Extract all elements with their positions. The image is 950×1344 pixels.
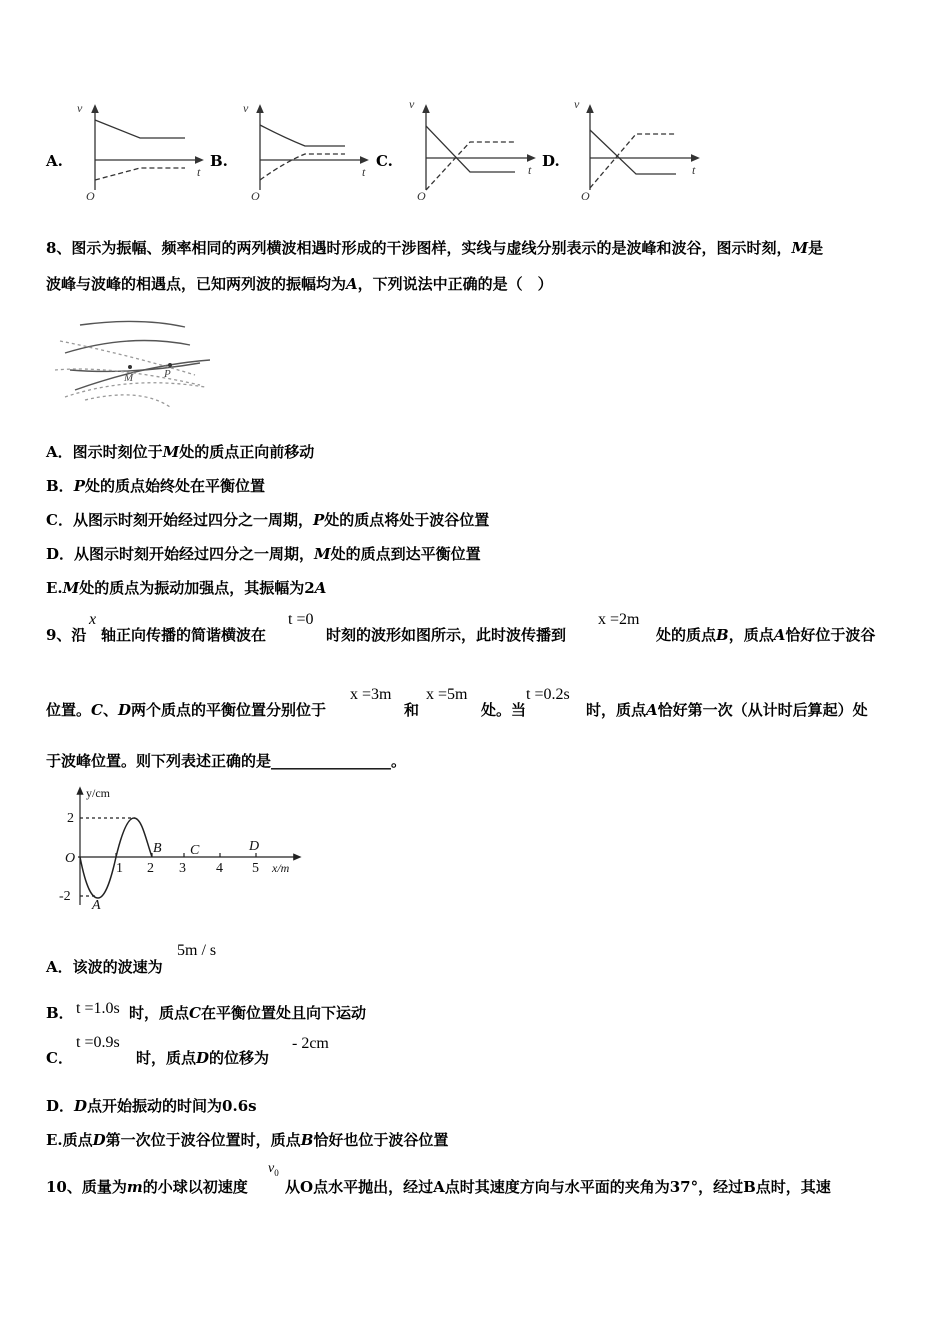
vt-option-label-c: C. <box>376 152 393 170</box>
vt-b-solid-line <box>260 125 345 146</box>
q8-option-e <box>46 577 326 598</box>
q9-point-d-label: D <box>249 839 260 854</box>
q8-option-text: 处的质点将处于波谷位置 <box>324 511 490 529</box>
q8-point-p <box>168 363 172 367</box>
q9-waveform <box>80 818 152 898</box>
q9-text: 轴正向传播的简谐横波在 <box>101 626 267 644</box>
vt-c-origin: O <box>417 189 426 203</box>
q8-crest-line <box>65 341 190 354</box>
q9-x-tick-label-5: 5 <box>252 861 259 876</box>
q8-option-var: P <box>312 511 325 529</box>
q8-option-text: E. <box>46 579 63 597</box>
vt-graphs-figure <box>0 0 950 215</box>
q9-text: 处。当 <box>481 701 527 719</box>
q8-text: ，下列说法中正确的是（ ） <box>357 275 553 293</box>
q9-option-b-label: B． <box>46 1004 74 1022</box>
q9-math-t0: t =0 <box>288 611 314 628</box>
q8-option-var: M <box>314 545 331 563</box>
q9-option-a-math: 5m / s <box>177 942 217 959</box>
q9-x-tick-label-3: 3 <box>179 861 186 876</box>
q9-text: 和 <box>404 701 420 719</box>
q8-crest-line <box>80 321 185 327</box>
q9-math-x5m: x =5m <box>426 686 468 703</box>
q8-label-p: P <box>164 368 171 380</box>
q8-interference-figure <box>50 315 210 410</box>
vt-c-t-label: t <box>528 163 532 177</box>
q9-text: 时刻的波形如图所示，此时波传播到 <box>326 626 567 644</box>
q9-point-c-label: C <box>190 843 200 858</box>
q9-text-line3: 于波峰位置。则下列表述正确的是________________。 <box>46 752 407 770</box>
vt-c-v-label: v <box>409 97 415 111</box>
q9-option-d: D．D点开始振动的时间为0.6s <box>46 1097 257 1115</box>
q9-x-tick-label-1: 1 <box>116 861 123 876</box>
q8-var-a: A <box>346 275 358 293</box>
q8-trough-line <box>60 341 195 375</box>
q8-option-text: C．从图示时刻开始经过四分之一周期， <box>46 511 313 529</box>
q9-x-tick-label-2: 2 <box>147 861 154 876</box>
vt-c-dashed-line <box>426 142 515 190</box>
q8-option-var: A <box>314 579 327 597</box>
q9-origin: O <box>65 851 76 866</box>
q8-stem-line-2 <box>46 273 553 294</box>
vt-c-solid-line <box>426 126 515 172</box>
q9-x-label: x/m <box>272 861 290 875</box>
q10-text-end: 从O点水平抛出，经过A点时其速度方向与水平面的夹角为37°，经过B点时，其速 <box>285 1178 831 1196</box>
q8-option-text: 处的质点为振动加强点，其振幅为2 <box>79 579 315 597</box>
q9-y-label: y/cm <box>86 786 110 800</box>
q8-text: 8、图示为振幅、频率相同的两列横波相遇时形成的干涉图样，实线与虚线分别表示的是波峰和波谷，图示时刻， <box>46 239 792 257</box>
q9-point-a-label: A <box>92 898 101 913</box>
q8-option-text: 处的质点正向前移动 <box>179 443 315 461</box>
vt-a-solid-line <box>95 120 185 138</box>
vt-b-v-label: v <box>243 101 249 115</box>
vt-d-t-label: t <box>692 163 696 177</box>
vt-a-dashed-line <box>95 168 185 180</box>
q9-option-b-math: t =1.0s <box>76 1000 120 1017</box>
q8-option-text: B． <box>46 477 74 495</box>
q10-math-v0: $v_0$ <box>268 1161 279 1178</box>
vt-b-origin: O <box>251 189 260 203</box>
vt-d-v-label: v <box>574 97 580 111</box>
q9-math-x: x <box>89 611 97 628</box>
q8-option-text: D．从图示时刻开始经过四分之一周期， <box>46 545 315 563</box>
q8-option-var: M <box>62 579 80 597</box>
q9-option-e: E.质点D第一次位于波谷位置时，质点B恰好也位于波谷位置 <box>46 1131 449 1149</box>
q8-option-var: P <box>73 477 85 495</box>
q8-option-text: 处的质点始终处在平衡位置 <box>84 477 265 495</box>
vt-a-origin: O <box>86 189 95 203</box>
q9-math-x2m: x =2m <box>598 611 640 628</box>
q8-text: 是 <box>808 239 824 257</box>
q9-text-line2-start: 位置。C、D两个质点的平衡位置分别位于 <box>46 701 327 719</box>
q9-text-line1-end: 处的质点B，质点A恰好位于波谷 <box>656 626 876 644</box>
vt-a-v-label: v <box>77 101 83 115</box>
q9-y-tick-neg2: -2 <box>59 889 71 904</box>
q10-text-start: 10、质量为m的小球以初速度 <box>46 1178 248 1196</box>
q9-option-b-text: 时，质点C在平衡位置处且向下运动 <box>129 1004 366 1022</box>
q8-stem-line-1 <box>46 237 823 258</box>
q8-option-var: M <box>162 443 180 461</box>
vt-option-label-a: A. <box>46 152 63 170</box>
q9-wave-figure <box>50 780 320 915</box>
q8-option-d <box>46 543 481 564</box>
q9-point-b-label: B <box>153 841 162 856</box>
q8-crest-line <box>70 363 200 371</box>
vt-option-label-d: D. <box>542 152 560 170</box>
q8-option-text: A．图示时刻位于 <box>46 443 163 461</box>
q9-option-c-math2: - 2cm <box>292 1035 329 1052</box>
q8-var-m: M <box>791 239 809 257</box>
q9-option-c-text: 时，质点D的位移为 <box>136 1049 270 1067</box>
q9-option-c-label: C． <box>46 1049 73 1067</box>
q8-option-text: 处的质点到达平衡位置 <box>330 545 481 563</box>
vt-a-t-label: t <box>197 165 201 179</box>
q9-text: 9、沿 <box>46 626 87 644</box>
q9-text-line2-end: 时，质点A恰好第一次（从计时后算起）处 <box>586 701 868 719</box>
q8-label-m: M <box>124 372 134 384</box>
vt-b-dashed-line <box>260 154 345 180</box>
q9-math-t02: t =0.2s <box>526 686 570 703</box>
q8-option-a <box>46 441 314 462</box>
q9-math-x3m: x =3m <box>350 686 392 703</box>
q9-x-tick-label-4: 4 <box>216 861 223 876</box>
q9-y-tick-2: 2 <box>67 811 74 826</box>
q9-option-a: A．该波的波速为 <box>46 958 163 976</box>
q9-option-c-math: t =0.9s <box>76 1034 120 1051</box>
vt-option-label-b: B. <box>210 152 228 170</box>
q8-point-m <box>128 365 132 369</box>
q8-option-c <box>46 509 489 530</box>
q8-trough-line <box>85 395 170 407</box>
vt-d-origin: O <box>581 189 590 203</box>
vt-b-t-label: t <box>362 165 366 179</box>
q8-text: 波峰与波峰的相遇点，已知两列波的振幅均为 <box>46 275 347 293</box>
q8-option-b <box>46 475 265 496</box>
